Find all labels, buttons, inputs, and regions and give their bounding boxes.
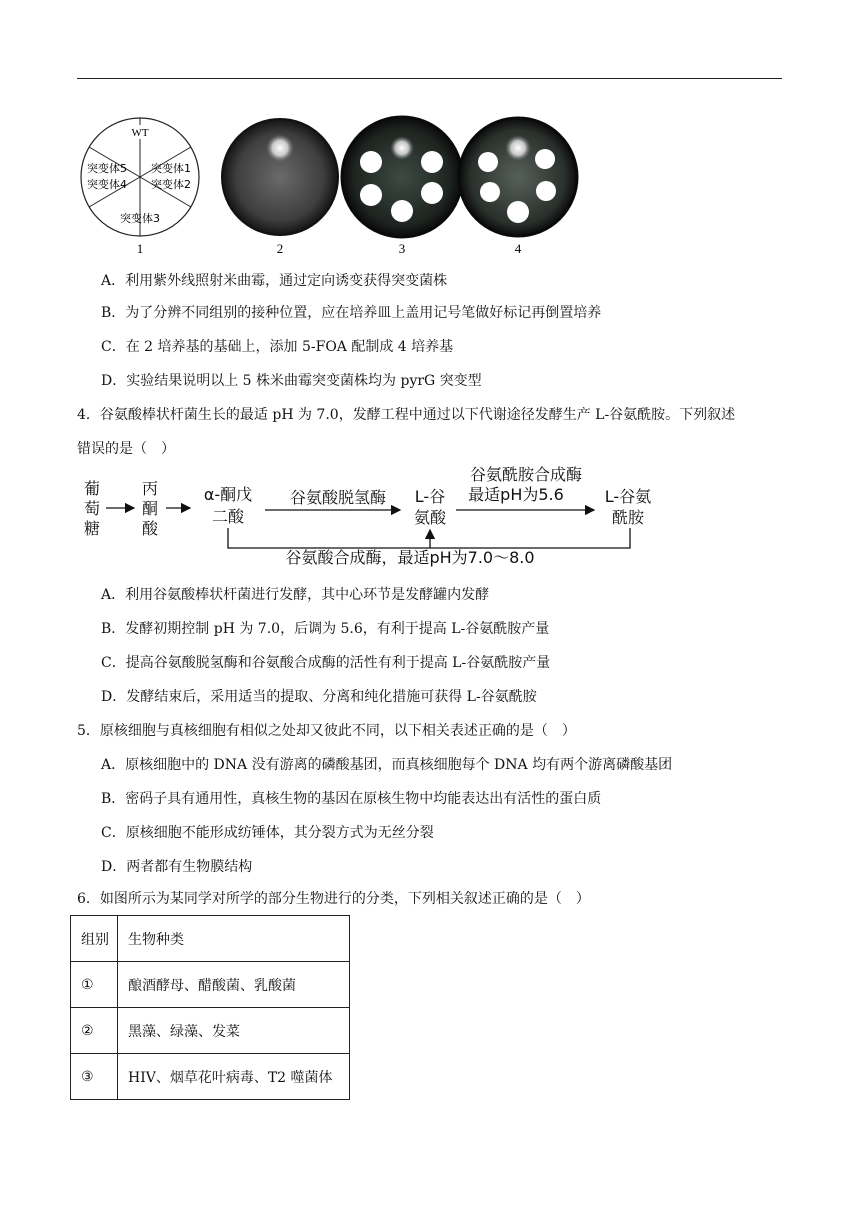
q4-stem-line1: 4．谷氨酸棒状杆菌生长的最适 pH 为 7.0，发酵工程中通过以下代谢途径发酵生产 L-谷氨酰胺。下列叙述 — [77, 407, 736, 423]
plate-number-4: 4 — [514, 241, 522, 256]
plate-number-1: 1 — [136, 241, 144, 256]
metabolic-pathway-diagram — [0, 0, 860, 580]
node-pyruvate-2: 酮 — [141, 499, 159, 518]
q4-option-b: B．发酵初期控制 pH 为 7.0，后调为 5.6，有利于提高 L-谷氨酰胺产量 — [101, 621, 550, 637]
enzyme-glutamate-synthase: 谷氨酸合成酶，最适pH为7.0～8.0 — [285, 548, 535, 567]
table-cell-group: ② — [71, 1008, 118, 1054]
table-header-species: 生物种类 — [118, 916, 350, 962]
table-header-group: 组别 — [71, 916, 118, 962]
sector-wt: WT — [131, 127, 149, 139]
table-header-row — [71, 916, 350, 962]
plate-number-3: 3 — [398, 241, 406, 256]
q5-stem: 5．原核细胞与真核细胞有相似之处却又彼此不同，以下相关表述正确的是（ ） — [77, 723, 576, 739]
enzyme-glutamate-dehydrogenase: 谷氨酸脱氢酶 — [289, 488, 387, 507]
table-cell-species: 酿酒酵母、醋酸菌、乳酸菌 — [118, 962, 350, 1008]
sector-mutant3: 突变体3 — [120, 212, 160, 225]
q3-option-b: B．为了分辨不同组别的接种位置，应在培养皿上盖用记号笔做好标记再倒置培养 — [101, 305, 602, 321]
q3-option-d: D．实验结果说明以上 5 株米曲霉突变菌株均为 pyrG 突变型 — [101, 373, 482, 389]
node-glucose-3: 糖 — [83, 519, 101, 538]
node-pyruvate-3: 酸 — [141, 519, 159, 538]
plate-number-2: 2 — [276, 241, 284, 256]
enzyme-glutamine-synthetase: 谷氨酰胺合成酶 — [469, 465, 583, 484]
node-lgln-2: 酰胺 — [611, 508, 645, 527]
node-akg-1: α-酮戊 — [203, 485, 253, 504]
q4-option-d: D．发酵结束后，采用适当的提取、分离和纯化措施可获得 L-谷氨酰胺 — [101, 689, 537, 705]
node-lglu-1: L-谷 — [414, 487, 446, 506]
q3-option-c: C．在 2 培养基的基础上，添加 5-FOA 配制成 4 培养基 — [101, 339, 454, 355]
enzyme-glutamine-synthetase-ph: 最适pH为5.6 — [468, 485, 564, 504]
classification-table — [70, 915, 350, 1100]
node-glucose-2: 萄 — [83, 499, 101, 518]
node-pyruvate-1: 丙 — [141, 479, 159, 498]
sector-mutant1: 突变体1 — [151, 162, 191, 175]
q6-stem: 6．如图所示为某同学对所学的部分生物进行的分类，下列相关叙述正确的是（ ） — [77, 891, 590, 907]
table-cell-species: HIV、烟草花叶病毒、T2 噬菌体 — [118, 1054, 350, 1100]
table-cell-species: 黑藻、绿藻、发菜 — [118, 1008, 350, 1054]
table-cell-group: ① — [71, 962, 118, 1008]
sector-mutant5: 突变体5 — [87, 162, 127, 175]
node-glucose-1: 葡 — [83, 479, 101, 498]
node-akg-2: 二酸 — [211, 507, 245, 526]
node-lglu-2: 氨酸 — [413, 508, 447, 527]
sector-mutant4: 突变体4 — [87, 178, 127, 191]
q5-option-a: A．原核细胞中的 DNA 没有游离的磷酸基团，而真核细胞每个 DNA 均有两个游离磷酸基团 — [101, 757, 673, 773]
q5-option-d: D．两者都有生物膜结构 — [101, 859, 253, 875]
q5-option-c: C．原核细胞不能形成纺锤体，其分裂方式为无丝分裂 — [101, 825, 434, 841]
table-cell-group: ③ — [71, 1054, 118, 1100]
q4-stem-line2: 错误的是（ ） — [77, 441, 175, 457]
q3-option-a: A．利用紫外线照射米曲霉，通过定向诱变获得突变菌株 — [101, 273, 448, 289]
table-row — [71, 962, 350, 1008]
q4-option-c: C．提高谷氨酸脱氢酶和谷氨酸合成酶的活性有利于提高 L-谷氨酰胺产量 — [101, 655, 551, 671]
q5-option-b: B．密码子具有通用性，真核生物的基因在原核生物中均能表达出有活性的蛋白质 — [101, 791, 602, 807]
q4-option-a: A．利用谷氨酸棒状杆菌进行发酵，其中心环节是发酵罐内发酵 — [101, 587, 490, 603]
node-lgln-1: L-谷氨 — [604, 487, 652, 506]
sector-mutant2: 突变体2 — [151, 178, 191, 191]
table-row — [71, 1054, 350, 1100]
table-row — [71, 1008, 350, 1054]
